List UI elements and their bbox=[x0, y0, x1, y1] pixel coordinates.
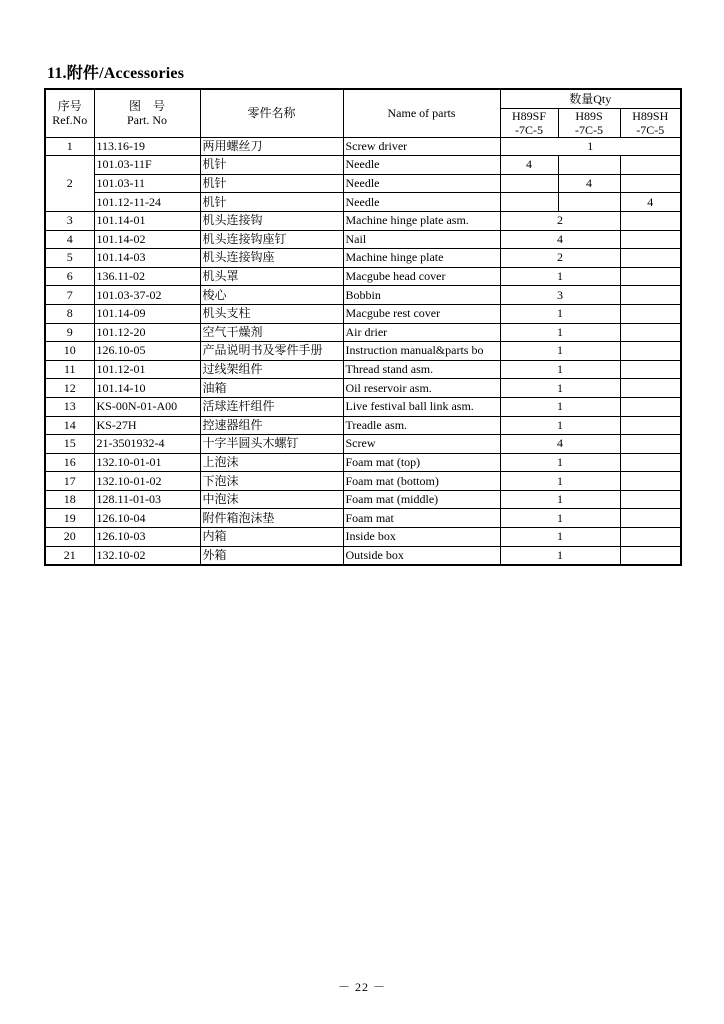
qty-cell-empty bbox=[620, 546, 681, 565]
qty-cell-empty bbox=[620, 509, 681, 528]
part-number-cell: 126.10-05 bbox=[94, 342, 200, 361]
part-name-en-cell: Needle bbox=[343, 193, 500, 212]
part-name-en-cell: Instruction manual&parts bo bbox=[343, 342, 500, 361]
model-2-name: H89S bbox=[575, 108, 603, 123]
part-number-cell: 126.10-03 bbox=[94, 528, 200, 547]
part-name-en-cell: Thread stand asm. bbox=[343, 360, 500, 379]
part-name-en-cell: Bobbin bbox=[343, 286, 500, 305]
qty-cell-model-2 bbox=[558, 156, 620, 175]
part-name-en-cell: Needle bbox=[343, 156, 500, 175]
qty-cell-empty bbox=[620, 528, 681, 547]
qty-cell-model-3 bbox=[620, 174, 681, 193]
part-number-cell: 101.12-01 bbox=[94, 360, 200, 379]
part-name-en-cell: Foam mat (bottom) bbox=[343, 472, 500, 491]
part-name-cn-cell: 机头连接钩座 bbox=[200, 249, 343, 268]
ref-cell: 12 bbox=[45, 379, 94, 398]
part-name-en-cell: Air drier bbox=[343, 323, 500, 342]
part-name-cn-cell: 空气干燥剂 bbox=[200, 323, 343, 342]
qty-cell-empty bbox=[620, 230, 681, 249]
ref-cell: 6 bbox=[45, 267, 94, 286]
part-number-cell: 101.03-11 bbox=[94, 174, 200, 193]
ref-cell: 14 bbox=[45, 416, 94, 435]
accessories-table bbox=[44, 88, 682, 566]
qty-cell: 1 bbox=[500, 397, 620, 416]
qty-cell: 1 bbox=[500, 267, 620, 286]
qty-cell-empty bbox=[620, 416, 681, 435]
table-row bbox=[45, 435, 681, 454]
part-name-cn-cell: 梭心 bbox=[200, 286, 343, 305]
ref-cell: 5 bbox=[45, 249, 94, 268]
part-name-cn-cell: 机针 bbox=[200, 174, 343, 193]
qty-cell-empty bbox=[620, 267, 681, 286]
ref-cell: 2 bbox=[45, 156, 94, 212]
qty-cell: 1 bbox=[500, 379, 620, 398]
table-row bbox=[45, 286, 681, 305]
section-title: 11.附件/Accessories bbox=[47, 65, 185, 82]
table-row bbox=[45, 249, 681, 268]
table-row bbox=[45, 156, 681, 175]
qty-cell-empty bbox=[620, 472, 681, 491]
ref-cell: 20 bbox=[45, 528, 94, 547]
table-row bbox=[45, 416, 681, 435]
part-name-en-cell: Nail bbox=[343, 230, 500, 249]
part-name-en-cell: Screw bbox=[343, 435, 500, 454]
qty-cell: 1 bbox=[500, 360, 620, 379]
qty-cell-empty bbox=[620, 435, 681, 454]
qty-cell-empty bbox=[620, 249, 681, 268]
table-row bbox=[45, 509, 681, 528]
part-name-cn-cell: 附件箱泡沫垫 bbox=[200, 509, 343, 528]
part-name-en-cell: Machine hinge plate bbox=[343, 249, 500, 268]
qty-cell: 1 bbox=[500, 528, 620, 547]
ref-cell: 21 bbox=[45, 546, 94, 565]
table-row bbox=[45, 304, 681, 323]
part-number-cell: 132.10-01-01 bbox=[94, 453, 200, 472]
part-name-cn-cell: 中泡沫 bbox=[200, 490, 343, 509]
qty-cell-model-3: 4 bbox=[620, 193, 681, 212]
ref-cell: 10 bbox=[45, 342, 94, 361]
part-name-en-cell: Outside box bbox=[343, 546, 500, 565]
table-row bbox=[45, 528, 681, 547]
qty-cell: 1 bbox=[500, 323, 620, 342]
part-name-cn-cell: 十字半圆头木螺钉 bbox=[200, 435, 343, 454]
header-model-3 bbox=[620, 108, 681, 137]
part-name-cn-cell: 机头连接钩座钉 bbox=[200, 230, 343, 249]
ref-cell: 15 bbox=[45, 435, 94, 454]
header-name-en: Name of parts bbox=[343, 89, 500, 137]
part-name-en-cell: Foam mat (middle) bbox=[343, 490, 500, 509]
part-name-en-cell: Foam mat (top) bbox=[343, 453, 500, 472]
qty-cell-model-2: 4 bbox=[558, 174, 620, 193]
table-row bbox=[45, 267, 681, 286]
table-row bbox=[45, 397, 681, 416]
qty-cell: 2 bbox=[500, 211, 620, 230]
part-number-cell: 126.10-04 bbox=[94, 509, 200, 528]
part-name-cn-cell: 内箱 bbox=[200, 528, 343, 547]
qty-cell-empty bbox=[620, 304, 681, 323]
table-row bbox=[45, 490, 681, 509]
table-row bbox=[45, 379, 681, 398]
qty-cell-model-2 bbox=[558, 193, 620, 212]
header-model-1 bbox=[500, 108, 558, 137]
qty-cell: 3 bbox=[500, 286, 620, 305]
table-row bbox=[45, 193, 681, 212]
part-name-cn-cell: 下泡沫 bbox=[200, 472, 343, 491]
qty-cell: 1 bbox=[500, 137, 681, 156]
qty-cell-empty bbox=[620, 342, 681, 361]
qty-cell: 1 bbox=[500, 416, 620, 435]
ref-cell: 1 bbox=[45, 137, 94, 156]
part-number-cell: 101.12-11-24 bbox=[94, 193, 200, 212]
part-name-en-cell: Treadle asm. bbox=[343, 416, 500, 435]
table-row bbox=[45, 137, 681, 156]
ref-cell: 7 bbox=[45, 286, 94, 305]
qty-cell: 1 bbox=[500, 509, 620, 528]
ref-cell: 18 bbox=[45, 490, 94, 509]
part-name-cn-cell: 机头罩 bbox=[200, 267, 343, 286]
table-row bbox=[45, 211, 681, 230]
part-number-cell: 132.10-01-02 bbox=[94, 472, 200, 491]
part-number-cell: KS-27H bbox=[94, 416, 200, 435]
qty-cell-empty bbox=[620, 490, 681, 509]
model-3-name: H89SH bbox=[632, 108, 669, 123]
qty-cell: 1 bbox=[500, 490, 620, 509]
ref-cell: 4 bbox=[45, 230, 94, 249]
part-name-en-cell: Screw driver bbox=[343, 137, 500, 156]
part-number-cell: 21-3501932-4 bbox=[94, 435, 200, 454]
qty-cell: 1 bbox=[500, 472, 620, 491]
part-number-cell: 101.14-03 bbox=[94, 249, 200, 268]
part-name-cn-cell: 两用螺丝刀 bbox=[200, 137, 343, 156]
qty-cell-empty bbox=[620, 453, 681, 472]
header-ref-en: Ref.No bbox=[52, 113, 88, 128]
header-name-cn: 零件名称 bbox=[200, 89, 343, 137]
part-name-cn-cell: 产品说明书及零件手册 bbox=[200, 342, 343, 361]
ref-cell: 17 bbox=[45, 472, 94, 491]
ref-cell: 3 bbox=[45, 211, 94, 230]
ref-cell: 13 bbox=[45, 397, 94, 416]
part-name-en-cell: Machine hinge plate asm. bbox=[343, 211, 500, 230]
part-name-en-cell: Live festival ball link asm. bbox=[343, 397, 500, 416]
part-name-cn-cell: 活球连杆组件 bbox=[200, 397, 343, 416]
part-name-cn-cell: 机针 bbox=[200, 156, 343, 175]
qty-cell-empty bbox=[620, 397, 681, 416]
part-name-en-cell: Foam mat bbox=[343, 509, 500, 528]
part-name-en-cell: Macgube rest cover bbox=[343, 304, 500, 323]
part-name-cn-cell: 油箱 bbox=[200, 379, 343, 398]
header-part-cn: 图 号 bbox=[128, 99, 165, 114]
qty-cell: 1 bbox=[500, 304, 620, 323]
page-number: － 22 － bbox=[337, 980, 386, 994]
table-row bbox=[45, 453, 681, 472]
part-number-cell: 101.03-11F bbox=[94, 156, 200, 175]
part-number-cell: 136.11-02 bbox=[94, 267, 200, 286]
part-name-cn-cell: 上泡沫 bbox=[200, 453, 343, 472]
ref-cell: 9 bbox=[45, 323, 94, 342]
qty-cell-model-1 bbox=[500, 174, 558, 193]
part-number-cell: 101.14-10 bbox=[94, 379, 200, 398]
part-number-cell: 101.03-37-02 bbox=[94, 286, 200, 305]
qty-cell-empty bbox=[620, 211, 681, 230]
part-number-cell: 101.12-20 bbox=[94, 323, 200, 342]
model-2-suffix: -7C-5 bbox=[575, 122, 603, 137]
part-number-cell: 101.14-01 bbox=[94, 211, 200, 230]
table-row bbox=[45, 230, 681, 249]
model-1-suffix: -7C-5 bbox=[515, 122, 543, 137]
header-part bbox=[94, 89, 200, 137]
part-name-cn-cell: 机头支柱 bbox=[200, 304, 343, 323]
part-name-cn-cell: 过线架组件 bbox=[200, 360, 343, 379]
part-number-cell: 101.14-02 bbox=[94, 230, 200, 249]
ref-cell: 8 bbox=[45, 304, 94, 323]
part-name-en-cell: Needle bbox=[343, 174, 500, 193]
qty-cell: 1 bbox=[500, 453, 620, 472]
table-row bbox=[45, 472, 681, 491]
model-1-name: H89SF bbox=[511, 108, 546, 123]
part-number-cell: KS-00N-01-A00 bbox=[94, 397, 200, 416]
header-model-2 bbox=[558, 108, 620, 137]
qty-cell-empty bbox=[620, 286, 681, 305]
part-name-en-cell: Macgube head cover bbox=[343, 267, 500, 286]
qty-cell-empty bbox=[620, 379, 681, 398]
ref-cell: 19 bbox=[45, 509, 94, 528]
part-name-cn-cell: 机头连接钩 bbox=[200, 211, 343, 230]
qty-cell-empty bbox=[620, 360, 681, 379]
qty-cell: 1 bbox=[500, 546, 620, 565]
header-ref-cn: 序号 bbox=[57, 99, 82, 114]
part-name-cn-cell: 控速器组件 bbox=[200, 416, 343, 435]
part-number-cell: 128.11-01-03 bbox=[94, 490, 200, 509]
model-3-suffix: -7C-5 bbox=[636, 122, 665, 137]
header-ref bbox=[45, 89, 94, 137]
header-part-en: Part. No bbox=[127, 113, 167, 128]
qty-cell: 1 bbox=[500, 342, 620, 361]
part-number-cell: 113.16-19 bbox=[94, 137, 200, 156]
qty-cell-model-3 bbox=[620, 156, 681, 175]
table-row bbox=[45, 323, 681, 342]
qty-cell-empty bbox=[620, 323, 681, 342]
table-row bbox=[45, 360, 681, 379]
qty-cell: 2 bbox=[500, 249, 620, 268]
header-qty: 数量Qty bbox=[500, 89, 681, 108]
part-number-cell: 101.14-09 bbox=[94, 304, 200, 323]
table-row bbox=[45, 174, 681, 193]
part-number-cell: 132.10-02 bbox=[94, 546, 200, 565]
qty-cell-model-1 bbox=[500, 193, 558, 212]
qty-cell: 4 bbox=[500, 435, 620, 454]
qty-cell-model-1: 4 bbox=[500, 156, 558, 175]
part-name-cn-cell: 机针 bbox=[200, 193, 343, 212]
table-body bbox=[45, 137, 681, 565]
table-row bbox=[45, 546, 681, 565]
part-name-en-cell: Oil reservoir asm. bbox=[343, 379, 500, 398]
table-row bbox=[45, 342, 681, 361]
part-name-en-cell: Inside box bbox=[343, 528, 500, 547]
ref-cell: 11 bbox=[45, 360, 94, 379]
qty-cell: 4 bbox=[500, 230, 620, 249]
part-name-cn-cell: 外箱 bbox=[200, 546, 343, 565]
ref-cell: 16 bbox=[45, 453, 94, 472]
table-header bbox=[45, 89, 681, 137]
